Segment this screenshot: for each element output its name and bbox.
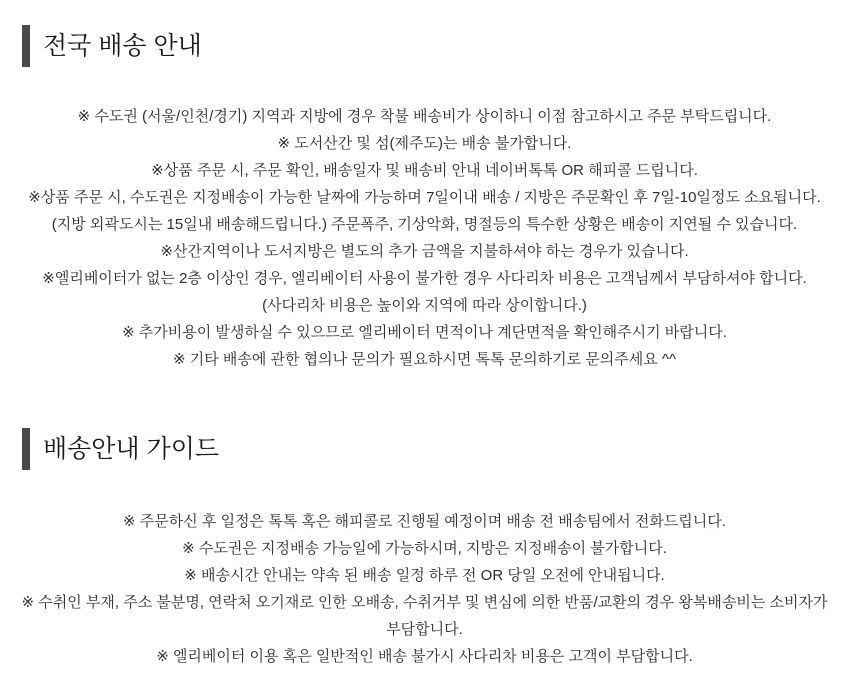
section-title-shipping-guide: 배송안내 가이드 bbox=[43, 434, 219, 463]
section-national-shipping bbox=[0, 25, 849, 373]
notice-line: ※ 기타 배송에 관한 협의나 문의가 필요하시면 톡톡 문의하기로 문의주세요 ^^ bbox=[172, 351, 677, 368]
notice-line: ※ 배송시간 안내는 약속 된 배송 일정 하루 전 OR 당일 오전에 안내됩니다. bbox=[184, 567, 665, 584]
national-shipping-body bbox=[0, 103, 849, 373]
notice-line: 부담합니다. bbox=[386, 621, 463, 638]
header-accent-bar bbox=[22, 25, 30, 67]
notice-line: ※상품 주문 시, 주문 확인, 배송일자 및 배송비 안내 네이버톡톡 OR 해피콜 드립니다. bbox=[151, 162, 698, 179]
notice-line: ※산간지역이나 도서지방은 별도의 추가 금액을 지불하셔야 하는 경우가 있습니다. bbox=[160, 243, 689, 260]
notice-line: ※ 도서산간 및 섬(제주도)는 배송 불가합니다. bbox=[277, 135, 572, 152]
notice-line: ※ 엘리베이터 이용 혹은 일반적인 배송 불가시 사다리차 비용은 고객이 부담합니다. bbox=[156, 648, 693, 665]
notice-line: ※ 추가비용이 발생하실 수 있으므로 엘리베이터 면적이나 계단면적을 확인해주시기 바랍니다. bbox=[122, 324, 727, 341]
header-accent-bar bbox=[22, 428, 30, 470]
notice-line: ※ 주문하신 후 일정은 톡톡 혹은 해피콜로 진행될 예정이며 배송 전 배송팀에서 전화드립니다. bbox=[123, 513, 726, 530]
notice-line: ※상품 주문 시, 수도권은 지정배송이 가능한 날짜에 가능하며 7일이내 배송 / 지방은 주문확인 후 7일-10일정도 소요됩니다. bbox=[28, 189, 821, 206]
notice-line: (사다리차 비용은 높이와 지역에 따라 상이합니다.) bbox=[262, 297, 587, 314]
notice-line: ※ 수도권 (서울/인천/경기) 지역과 지방에 경우 착불 배송비가 상이하니 이점 참고하시고 주문 부탁드립니다. bbox=[77, 108, 772, 125]
notice-line: ※엘리베이터가 없는 2층 이상인 경우, 엘리베이터 사용이 불가한 경우 사다리차 비용은 고객님께서 부담하셔야 합니다. bbox=[42, 270, 807, 287]
shipping-guide-header bbox=[22, 428, 849, 470]
notice-line: (지방 외곽도시는 15일내 배송해드립니다.) 주문폭주, 기상악화, 명절등의 특수한 상황은 배송이 지연될 수 있습니다. bbox=[51, 216, 798, 233]
shipping-guide-body bbox=[0, 508, 849, 670]
notice-line: ※ 수취인 부재, 주소 불분명, 연락처 오기재로 인한 오배송, 수취거부 및 변심에 의한 반품/교환의 경우 왕복배송비는 소비자가 bbox=[21, 594, 828, 611]
notice-line: ※ 수도권은 지정배송 가능일에 가능하시며, 지방은 지정배송이 불가합니다. bbox=[182, 540, 667, 557]
national-shipping-header bbox=[22, 25, 849, 67]
section-title-national-shipping: 전국 배송 안내 bbox=[43, 31, 202, 60]
section-shipping-guide bbox=[0, 428, 849, 670]
